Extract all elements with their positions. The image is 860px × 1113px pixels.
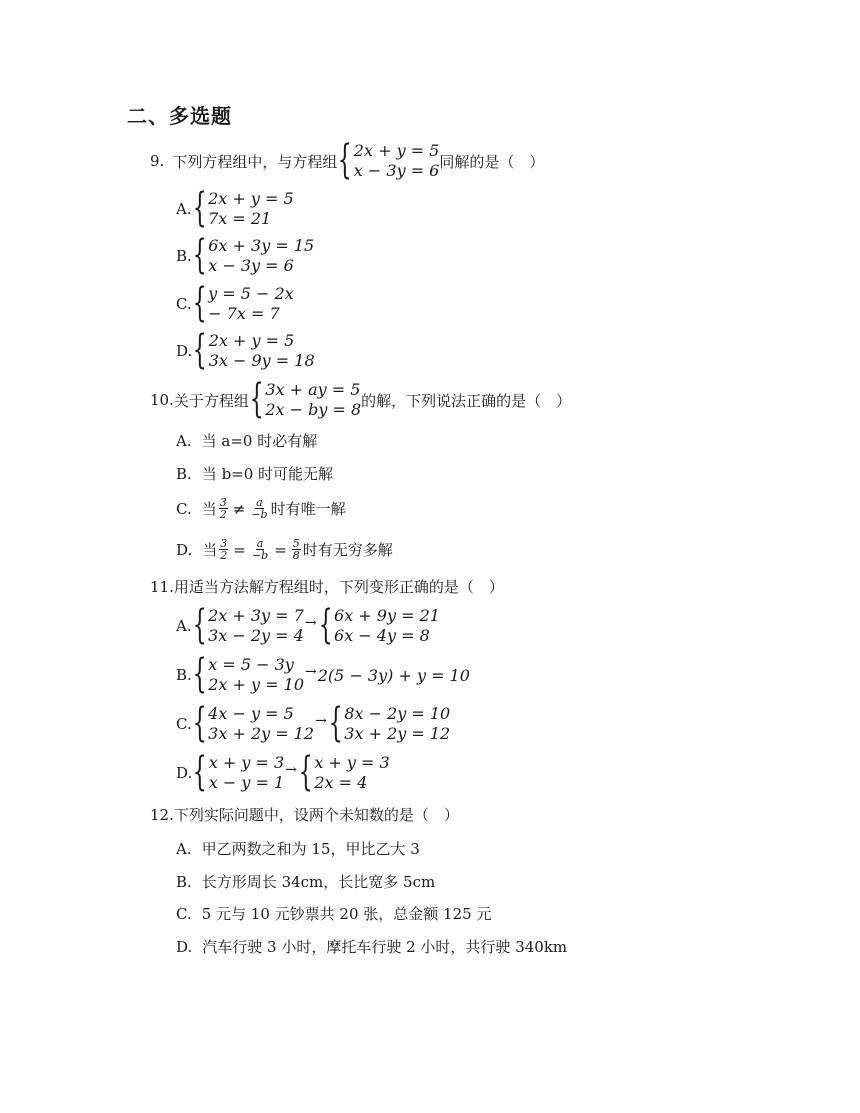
fraction: [250, 497, 268, 520]
numerator: a: [256, 496, 263, 509]
option-label: B.: [176, 872, 192, 891]
option-label: D.: [176, 540, 193, 559]
question-number: 11.: [150, 577, 174, 596]
equation: − 7x = 7: [208, 304, 280, 323]
section-title: 二、多选题: [127, 104, 232, 128]
option-d: [176, 749, 390, 795]
equation: x − 3y = 6: [353, 161, 440, 180]
equation: 6x + 9y = 21: [334, 606, 440, 625]
question-number: 12.: [150, 805, 174, 824]
equation-system: { x = 5 − 3y 2x + y = 10: [192, 651, 305, 697]
equation: 3x + 2y = 12: [344, 724, 451, 743]
equation-system: { 2x + y = 5 7x = 21: [192, 185, 294, 231]
option-c: [176, 700, 451, 746]
option-a: [176, 185, 294, 231]
equation: 2x + y = 5: [208, 189, 294, 208]
equation: 2x − by = 8: [265, 400, 362, 419]
option-label: B.: [176, 666, 192, 684]
equation: 2x + y = 10: [208, 675, 305, 694]
option-label: C.: [176, 295, 192, 313]
option-text: 当 a=0 时必有解: [201, 432, 318, 450]
numerator: 3: [220, 537, 228, 550]
question-9: [150, 137, 545, 183]
fraction: [219, 497, 228, 520]
option-label: B.: [176, 247, 192, 265]
question-text: 同解的是（ ）: [439, 152, 545, 171]
numerator: a: [256, 537, 264, 550]
fraction: [219, 538, 228, 561]
fraction: [251, 538, 269, 561]
equation: 8x − 2y = 10: [344, 704, 451, 723]
option-d: [176, 327, 315, 373]
option-label: D.: [176, 764, 193, 782]
equation: 3x − 2y = 4: [208, 626, 304, 645]
question-12: [150, 804, 459, 825]
equation: 2x + y = 5: [208, 331, 295, 350]
equation: 2x + 3y = 7: [208, 606, 304, 625]
fraction: [292, 538, 301, 561]
denominator: −b: [251, 508, 268, 521]
arrow-right-icon: →: [304, 615, 317, 631]
option-label: D.: [176, 342, 193, 360]
equation-system: { y = 5 − 2x − 7x = 7: [192, 280, 294, 326]
operator: =: [274, 540, 287, 559]
option-d: [176, 538, 393, 561]
option-label: A.: [176, 200, 192, 218]
option-label: B.: [176, 464, 192, 483]
option-label: A.: [176, 839, 192, 858]
numerator: 5: [292, 537, 300, 550]
option-label: C.: [176, 904, 192, 923]
equation: 3x + ay = 5: [265, 380, 361, 399]
operator: ≠: [232, 499, 246, 518]
arrow-right-icon: →: [285, 762, 297, 778]
option-text: 当: [201, 500, 217, 518]
option-a: [176, 602, 440, 648]
option-text: 汽车行驶 3 小时，摩托车行驶 2 小时，共行驶 340km: [202, 938, 568, 956]
option-label: A.: [176, 617, 192, 635]
equation-system: { 8x − 2y = 10 3x + 2y = 12: [328, 700, 451, 746]
equation: 6x − 4y = 8: [334, 626, 430, 645]
equation-system: { 3x + ay = 5 2x − by = 8: [249, 376, 362, 422]
option-text: 5 元与 10 元钞票共 20 张，总金额 125 元: [201, 905, 492, 923]
question-text: 用适当方法解方程组时，下列变形正确的是（ ）: [173, 578, 504, 596]
operator: =: [233, 540, 246, 559]
option-text: 当: [202, 541, 218, 559]
question-11: [150, 576, 504, 597]
option-c: [176, 903, 491, 924]
denominator: 8: [292, 549, 300, 562]
question-text: 的解，下列说法正确的是（ ）: [361, 391, 572, 410]
equation: y = 5 − 2x: [208, 284, 294, 303]
equation-system: { 6x + 3y = 15 x − 3y = 6: [192, 232, 315, 278]
option-c: [176, 280, 294, 326]
equation-system: { x + y = 3 x − y = 1: [192, 749, 285, 795]
option-b: [176, 651, 470, 697]
option-b: [176, 871, 435, 892]
equation: x + y = 3: [208, 753, 285, 772]
option-label: A.: [176, 431, 192, 450]
option-text: 当 b=0 时可能无解: [201, 465, 334, 483]
equation: 7x = 21: [208, 209, 272, 228]
equation-system: { 2x + y = 5 x − 3y = 6: [338, 137, 440, 183]
option-a: [176, 838, 420, 859]
equation-system: { 4x − y = 5 3x + 2y = 12: [192, 700, 315, 746]
option-d: [176, 936, 567, 957]
question-text: 关于方程组: [173, 391, 249, 410]
option-text: 时有唯一解: [270, 500, 346, 518]
option-b: [176, 232, 315, 278]
question-number: 10.: [150, 391, 174, 409]
question-number: 9.: [150, 152, 165, 170]
equation: x − 3y = 6: [208, 256, 294, 275]
arrow-right-icon: →: [315, 713, 327, 729]
equation: 4x − y = 5: [208, 704, 294, 723]
question-10: [150, 376, 572, 422]
arrow-right-icon: →: [305, 664, 317, 680]
equation: 2(5 − 3y) + y = 10: [317, 665, 470, 685]
option-text: 甲乙两数之和为 15，甲比乙大 3: [201, 840, 420, 858]
option-label: C.: [176, 499, 192, 518]
equation-system: { 2x + y = 5 3x − 9y = 18: [192, 327, 315, 373]
option-label: C.: [176, 715, 192, 733]
equation: 3x − 9y = 18: [208, 351, 315, 370]
equation: 2x + y = 5: [353, 141, 440, 160]
equation: 2x = 4: [314, 773, 368, 792]
equation-system: { x + y = 3 2x = 4: [298, 749, 390, 795]
equation: x − y = 1: [208, 773, 285, 792]
option-b: [176, 463, 333, 484]
option-a: [176, 430, 317, 451]
option-text: 时有无穷多解: [302, 541, 393, 559]
option-c: [176, 497, 346, 520]
denominator: 2: [220, 549, 228, 562]
denominator: −b: [251, 549, 269, 562]
equation: x + y = 3: [314, 753, 390, 772]
question-text: 下列方程组中，与方程组: [172, 152, 338, 171]
equation: 6x + 3y = 15: [208, 236, 315, 255]
numerator: 3: [219, 496, 227, 509]
denominator: 2: [219, 508, 227, 521]
option-text: 长方形周长 34cm，长比宽多 5cm: [201, 873, 436, 891]
equation: 3x + 2y = 12: [208, 724, 315, 743]
option-label: D.: [176, 937, 193, 956]
question-text: 下列实际问题中，设两个未知数的是（ ）: [173, 806, 459, 824]
equation-system: { 2x + 3y = 7 3x − 2y = 4: [192, 602, 304, 648]
equation-system: { 6x + 9y = 21 6x − 4y = 8: [318, 602, 440, 648]
equation: x = 5 − 3y: [208, 655, 294, 674]
